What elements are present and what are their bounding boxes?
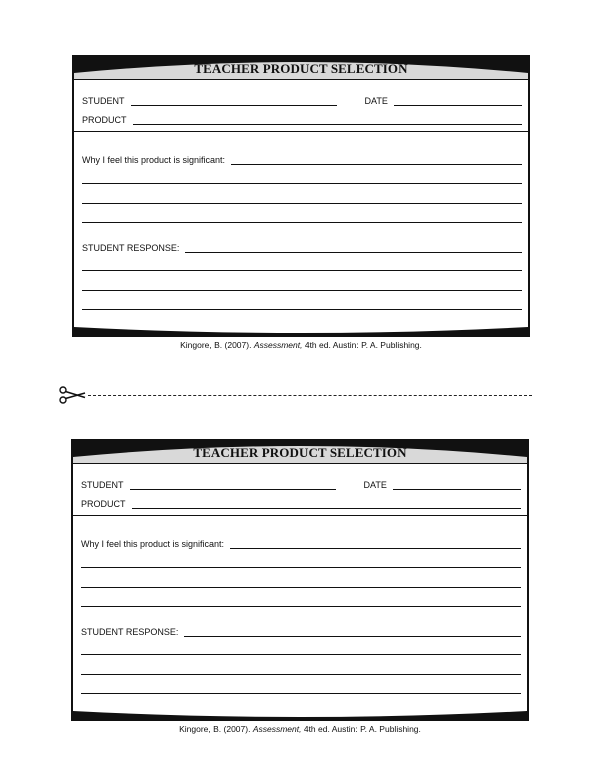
significance-prompt: Why I feel this product is significant:: [81, 539, 225, 549]
section-divider: [73, 515, 527, 516]
student-label: STUDENT: [82, 96, 125, 106]
form-footer-band: [73, 709, 527, 719]
student-label: STUDENT: [81, 480, 124, 490]
product-row: [81, 497, 521, 509]
significance-row: [81, 537, 521, 549]
citation: Kingore, B. (2007). Assessment, 4th ed. Austin: P. A. Publishing.: [179, 724, 421, 734]
product-field[interactable]: [133, 115, 523, 125]
response-line[interactable]: [81, 674, 521, 675]
response-line[interactable]: [81, 693, 521, 694]
form-header: [74, 57, 528, 80]
response-line[interactable]: [81, 654, 521, 655]
product-row: [82, 113, 522, 125]
answer-line[interactable]: [82, 203, 522, 204]
date-label: DATE: [364, 96, 388, 106]
cut-line: [88, 395, 532, 396]
citation: Kingore, B. (2007). Assessment, 4th ed. Austin: P. A. Publishing.: [180, 340, 422, 350]
answer-line[interactable]: [81, 567, 521, 568]
answer-line[interactable]: [81, 606, 521, 607]
product-field[interactable]: [132, 499, 522, 509]
significance-row: [82, 153, 522, 165]
product-label: PRODUCT: [81, 499, 126, 509]
significance-field[interactable]: [230, 539, 521, 549]
response-field[interactable]: [185, 243, 522, 253]
answer-line[interactable]: [82, 183, 522, 184]
product-label: PRODUCT: [82, 115, 127, 125]
response-line[interactable]: [82, 270, 522, 271]
date-label: DATE: [363, 480, 387, 490]
form-footer-band: [74, 325, 528, 335]
answer-line[interactable]: [82, 222, 522, 223]
form-title: TEACHER PRODUCT SELECTION: [193, 445, 407, 460]
date-field[interactable]: [394, 96, 522, 106]
response-label: STUDENT RESPONSE:: [82, 243, 180, 253]
response-line[interactable]: [82, 309, 522, 310]
scissors-icon: [58, 384, 88, 406]
significance-field[interactable]: [231, 155, 522, 165]
date-field[interactable]: [393, 480, 521, 490]
response-row: [82, 241, 522, 253]
student-field[interactable]: [131, 96, 337, 106]
student-field[interactable]: [130, 480, 336, 490]
product-selection-form-1: [72, 55, 530, 337]
section-divider: [74, 131, 528, 132]
product-selection-form-2: [71, 439, 529, 721]
response-label: STUDENT RESPONSE:: [81, 627, 179, 637]
student-date-row: [82, 94, 522, 106]
form-header: [73, 441, 527, 464]
response-line[interactable]: [82, 290, 522, 291]
student-date-row: [81, 478, 521, 490]
response-field[interactable]: [184, 627, 521, 637]
form-title: TEACHER PRODUCT SELECTION: [194, 61, 408, 76]
answer-line[interactable]: [81, 587, 521, 588]
significance-prompt: Why I feel this product is significant:: [82, 155, 226, 165]
response-row: [81, 625, 521, 637]
